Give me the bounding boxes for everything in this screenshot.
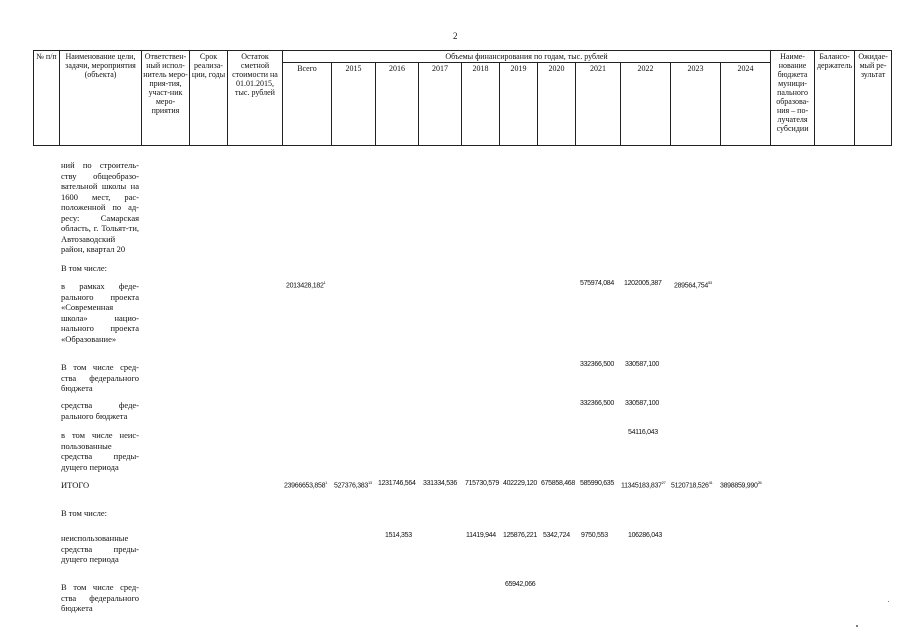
header-remaining-cost: Остаток сметной стоимости на 01.01.2015, тыс. рублей (228, 51, 283, 146)
cell-value: 2013428,182$^1$ (286, 280, 326, 290)
cell-value: 715730,579 (465, 480, 499, 487)
row-label-including-2: В том числе: (61, 508, 107, 518)
header-year: 2016 (376, 63, 419, 146)
header-year: 2021 (576, 63, 621, 146)
cell-value: 1514,353 (385, 532, 412, 539)
cell-value: 402229,120 (503, 480, 537, 487)
cell-value: 11419,944 (466, 532, 496, 539)
scan-speck (888, 601, 889, 602)
cell-value: 125876,221 (503, 532, 537, 539)
cell-value: 106286,043 (628, 532, 662, 539)
cell-value: 332366,500 (580, 361, 614, 368)
cell-value: 527376,383$^{13}$ (334, 480, 372, 490)
row-label-federal-project: в рамках феде-рального проекта «Современная школа» нацио-нального проекта «Образование» (61, 281, 139, 344)
cell-value: 675858,468 (541, 480, 575, 487)
cell-value: 11345183,837$^{27}$ (621, 480, 666, 490)
header-year: Всего (283, 63, 332, 146)
header-financing: Объемы финансирования по годам, тыс. рублей (283, 51, 771, 63)
header-result: Ожидае-мый ре-зультат (855, 51, 892, 146)
header-no: № п/п (34, 51, 60, 146)
header-year: 2015 (332, 63, 376, 146)
cell-value: 3898859,990$^{26}$ (720, 480, 762, 490)
header-name: Наименование цели, задачи, мероприятия (объекта) (60, 51, 142, 146)
cell-value: 1231746,564 (378, 480, 416, 487)
header-table (33, 50, 892, 146)
header-year: 2019 (500, 63, 538, 146)
row-label-unused-prev: неиспользованные средства преды-дущего периода (61, 533, 139, 564)
cell-value: 9750,553 (581, 532, 608, 539)
row-label-total: ИТОГО (61, 480, 90, 490)
header-budget: Наиме-нование бюджета муници-пального образова-ния – по-лучателя субсидии (771, 51, 815, 146)
header-holder: Балансо-держатель (815, 51, 855, 146)
row-label-object: ний по строитель-ству общеобразо-вательной школы на 1600 мест, рас-положенной по ад-ресу: Самарская область, г. Тольят-ти, Автозаводский район, квартал 20 (61, 160, 139, 254)
row-label-federal-funds: В том числе сред-ства федерального бюджета (61, 362, 139, 393)
cell-value: 1202005,387 (624, 280, 662, 287)
header-term: Срок реализа-ции, годы (190, 51, 228, 146)
cell-value: 23966653,858$^1$ (284, 480, 328, 490)
header-year: 2024 (721, 63, 771, 146)
page-number: 2 (453, 31, 458, 41)
row-label-federal-funds-2: В том числе сред-ства федерального бюджета (61, 582, 139, 613)
header-year: 2023 (671, 63, 721, 146)
header-responsible: Ответствен-ный испол-нитель меро-прия-тия, участ-ник меро-приятия (142, 51, 190, 146)
cell-value: 65942,066 (505, 581, 536, 588)
cell-value: 54116,043 (628, 429, 658, 436)
cell-value: 575974,084 (580, 280, 614, 287)
cell-value: 5120718,526$^{41}$ (671, 480, 713, 490)
cell-value: 332366,500 (580, 400, 614, 407)
row-label-including: В том числе: (61, 263, 107, 273)
row-label-unused-funds: в том числе неис-пользованные средства преды-дущего периода (61, 430, 139, 472)
row-label-federal-budget: средства феде-рального бюджета (61, 400, 139, 421)
header-year: 2022 (621, 63, 671, 146)
header-year: 2018 (462, 63, 500, 146)
cell-value: 330587,100 (625, 400, 659, 407)
cell-value: 330587,100 (625, 361, 659, 368)
cell-value: 289564,754$^{53}$ (674, 280, 712, 290)
cell-value: 331334,536 (423, 480, 457, 487)
cell-value: 5342,724 (543, 532, 570, 539)
header-year: 2020 (538, 63, 576, 146)
scan-speck (856, 625, 858, 627)
cell-value: 585990,635 (580, 480, 614, 487)
header-year: 2017 (419, 63, 462, 146)
